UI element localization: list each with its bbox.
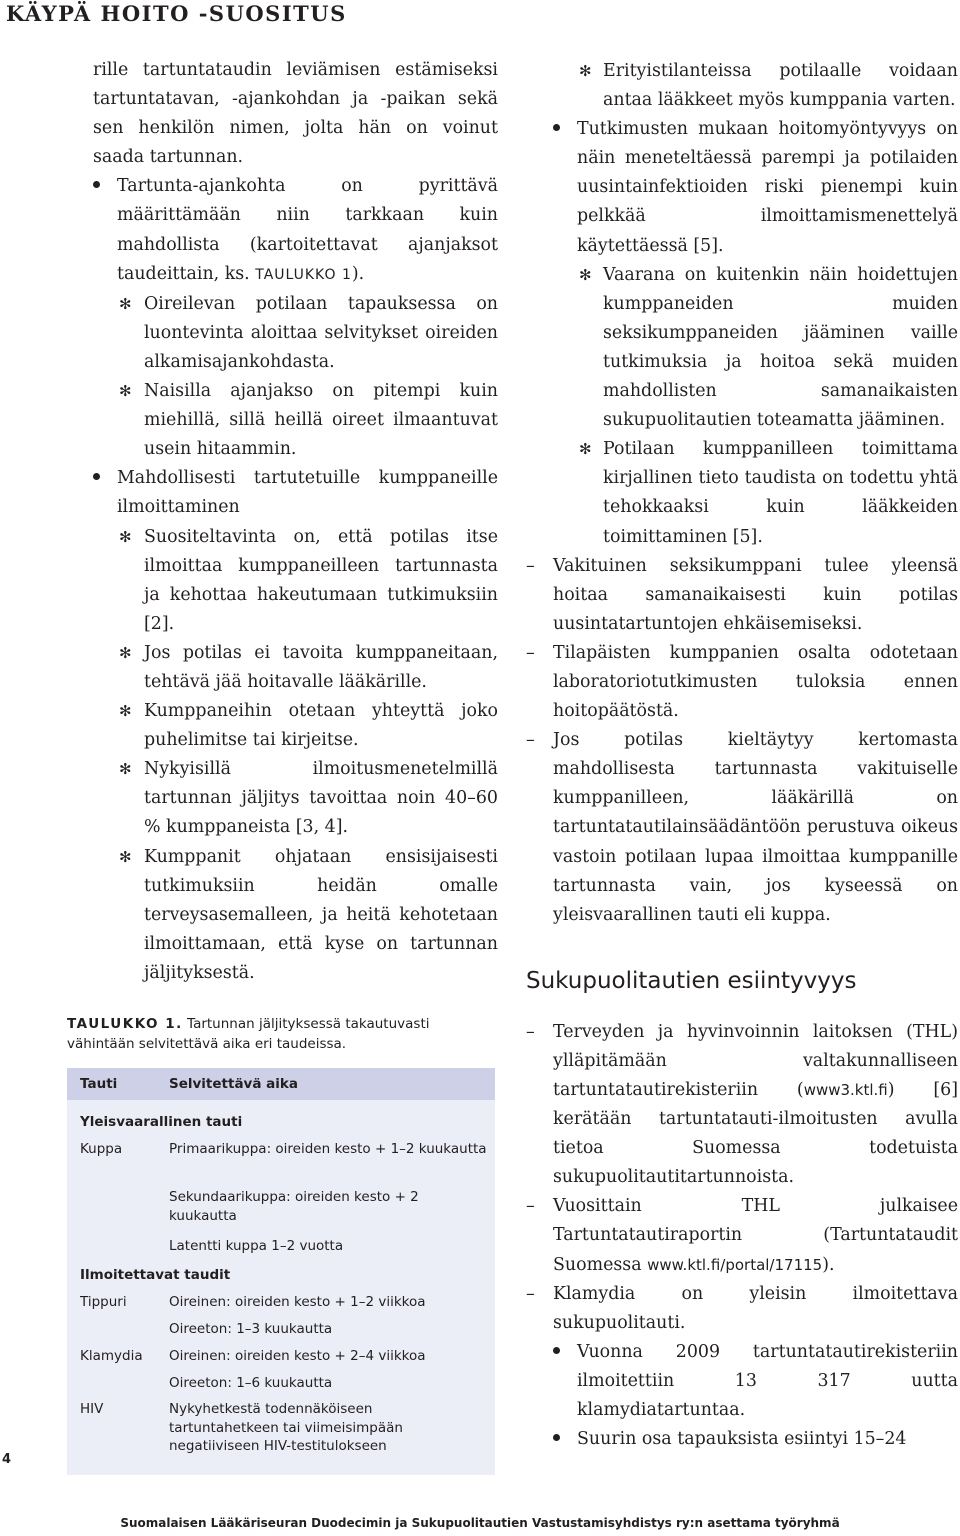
list-item: Suurin osa tapauksista esiintyi 15–24 (526, 1425, 958, 1454)
list-item: Tartunta-ajankohta on pyrittävä määrittämään niin tarkkaan kuin mahdollista (kartoitettavat ajanjaksot taudeittain, ks. TAULUKKO 1). (93, 172, 498, 289)
table-group-heading: Ilmoitettavat taudit (80, 1267, 231, 1283)
column-header-disease: Tauti (80, 1076, 118, 1092)
dash-icon: – (526, 1196, 535, 1217)
asterisk-icon: ✻ (119, 382, 132, 401)
dash-icon: – (526, 730, 535, 751)
right-column (526, 57, 958, 1454)
table-cell: Oireeton: 1–3 kuukautta (169, 1321, 333, 1337)
list-item: ✻ Jos potilas ei tavoita kumppaneitaan, tehtävä jää hoitavalle lääkärille. (93, 639, 498, 697)
list-item: Tutkimusten mukaan hoitomyöntyvyys on näin meneteltäessä parempi ja potilaiden uusintainfektioiden riski pienempi kuin pelkkää ilmoittamismenettelyä käytettäessä [5]. (526, 115, 958, 260)
list-item: ✻ Erityistilanteissa potilaalle voidaan antaa lääkkeet myös kumppania varten. (526, 57, 958, 115)
asterisk-icon: ✻ (119, 760, 132, 779)
list-item: Vuonna 2009 tartuntatautirekisteriin ilmoitettiin 13 317 uutta klamydiatartuntaa. (526, 1338, 958, 1425)
list-item: ✻ Naisilla ajanjakso on pitempi kuin miehillä, sillä heillä oireet ilmaantuvat usein hitaammin. (93, 377, 498, 464)
list-item: – Terveyden ja hyvinvoinnin laitoksen (THL) ylläpitämään valtakunnalliseen tartuntatautirekisteriin (www3.ktl.fi) [6] kerätään tartuntatauti-ilmoitusten avulla tietoa Suomessa todetuista sukupuolitautitartunnoista. (526, 1018, 958, 1193)
bullet-icon (553, 1338, 560, 1367)
asterisk-icon: ✻ (119, 702, 132, 721)
table-cell: Oireinen: oireiden kesto + 2–4 viikkoa (169, 1348, 426, 1364)
table (67, 1068, 495, 1475)
asterisk-icon: ✻ (579, 440, 592, 459)
asterisk-icon: ✻ (579, 265, 592, 284)
asterisk-icon: ✻ (119, 847, 132, 866)
asterisk-icon: ✻ (579, 62, 592, 80)
list-item: ✻ Kumppanit ohjataan ensisijaisesti tutkimuksiin heidän omalle terveysasemalleen, ja heitä kehotetaan ilmoittamaan, että kyse on tartunnan jäljityksestä. (93, 843, 498, 988)
bullet-icon (553, 115, 560, 144)
table-group-heading: Yleisvaarallinen tauti (80, 1114, 243, 1130)
list-item: – Jos potilas kieltäytyy kertomasta mahdollisesta tartunnasta vakituiselle kumppanilleen, lääkärillä on tartuntatautilainsäädäntöön perustuva oikeus vastoin potilaan lupaa ilmoittaa kumppanille tartunnasta vain, jos kyseessä on yleisvaarallinen tauti eli kuppa. (526, 726, 958, 930)
link-ktl-report[interactable]: www.ktl.fi/portal/17115 (647, 1255, 823, 1274)
dash-icon: – (526, 642, 535, 663)
table-cell: Sekundaarikuppa: oireiden kesto + 2 kuukautta (169, 1189, 419, 1224)
list-item: ✻ Oireilevan potilaan tapauksessa on luontevinta aloittaa selvitykset oireiden alkamisajankohdasta. (93, 290, 498, 377)
asterisk-icon: ✻ (119, 527, 132, 546)
table-caption: TAULUKKO 1. Tartunnan jäljityksessä takautuvasti vähintään selvitettävä aika eri taudeissa. (67, 1016, 430, 1052)
table-reference: TAULUKKO 1 (255, 266, 352, 283)
column-header-period: Selvitettävä aika (169, 1076, 298, 1092)
table-cell-disease: Klamydia (80, 1348, 143, 1364)
dash-icon: – (526, 555, 535, 576)
list-item: Mahdollisesti tartutetuille kumppaneille ilmoittaminen (93, 464, 498, 522)
table-cell-disease: HIV (80, 1401, 104, 1417)
page-number: 4 (2, 1452, 12, 1467)
table-cell: Nykyhetkestä todennäköiseen tartuntahetkeen tai viimeisimpään negatiiviseen HIV-testitulokseen (169, 1401, 403, 1454)
list-item: – Vuosittain THL julkaisee Tartuntatautiraportin (Tartuntataudit Suomessa www.ktl.fi/portal/17115). (526, 1192, 958, 1279)
link-thl[interactable]: www3.ktl.fi (803, 1081, 888, 1099)
asterisk-icon: ✻ (119, 643, 132, 662)
intro-paragraph: rille tartuntataudin leviämisen estämiseksi tartuntatavan, -ajankohdan ja -paikan sekä sen henkilön nimen, jolta hän on voinut saada tartunnan. (93, 60, 498, 168)
asterisk-icon: ✻ (119, 294, 132, 313)
list-item: ✻ Potilaan kumppanilleen toimittama kirjallinen tieto taudista on todettu yhtä tehokkaaksi kuin lääkkeiden toimittaminen [5]. (526, 435, 958, 551)
table-cell: Oireeton: 1–6 kuukautta (169, 1375, 333, 1391)
bullet-icon (93, 464, 100, 493)
running-header: KÄYPÄ HOITO -SUOSITUS (6, 1, 347, 26)
list-item: ✻ Suositeltavinta on, että potilas itse ilmoittaa kumppaneilleen tartunnasta ja kehottaa hakeutumaan tutkimuksiin [2]. (93, 523, 498, 639)
list-item: – Klamydia on yleisin ilmoitettava sukupuolitauti. (526, 1280, 958, 1338)
list-item: ✻ Vaarana on kuitenkin näin hoidettujen kumppaneiden muiden seksikumppaneiden jääminen vaille tutkimuksia ja hoitoa sekä muiden mahdollisten samanaikaisten sukupuolitautien toteamatta jääminen. (526, 261, 958, 436)
section-heading: Sukupuolitautien esiintyvyys (526, 967, 857, 994)
table-cell: Primaarikuppa: oireiden kesto + 1–2 kuukautta (169, 1141, 487, 1157)
list-item: ✻ Nykyisillä ilmoitusmenetelmillä tartunnan jäljitys tavoittaa noin 40–60 % kumppaneista [3, 4]. (93, 755, 498, 842)
page-footer: Suomalaisen Lääkäriseuran Duodecimin ja Sukupuolitautien Vastustamisyhdistys ry:n asettama työryhmä (120, 1516, 840, 1530)
table-cell: Latentti kuppa 1–2 vuotta (169, 1238, 344, 1254)
bullet-icon (93, 172, 100, 201)
table-cell-disease: Kuppa (80, 1141, 123, 1157)
left-column (93, 56, 498, 988)
list-item: ✻ Kumppaneihin otetaan yhteyttä joko puhelimitse tai kirjeitse. (93, 697, 498, 755)
dash-icon: – (526, 1021, 535, 1042)
list-item: – Tilapäisten kumppanien osalta odotetaan laboratoriotutkimusten tuloksia ennen hoitopäätöstä. (526, 639, 958, 726)
bullet-icon (553, 1425, 560, 1454)
table-cell-disease: Tippuri (80, 1294, 127, 1310)
dash-icon: – (526, 1283, 535, 1304)
table-cell: Oireinen: oireiden kesto + 1–2 viikkoa (169, 1294, 426, 1310)
list-item: – Vakituinen seksikumppani tulee yleensä hoitaa samanaikaisesti kuin potilas uusintatartuntojen ehkäisemiseksi. (526, 552, 958, 639)
